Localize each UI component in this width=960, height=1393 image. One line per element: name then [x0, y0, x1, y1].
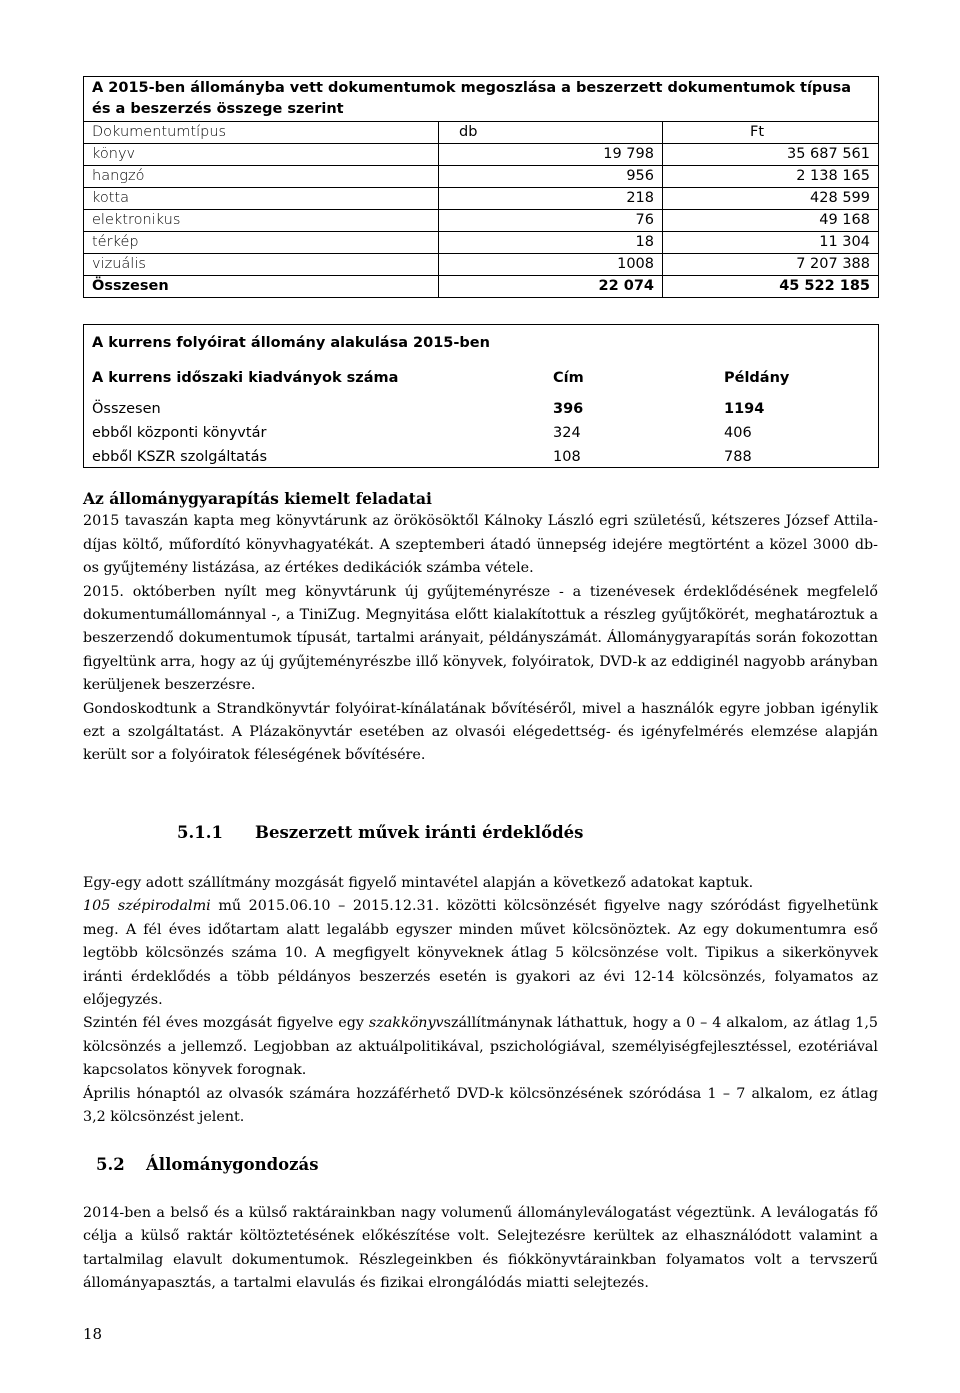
paragraph: 2014-ben a belső és a külső raktárainkban nagy volumenű állományleválogatást végeztünk. A leválogatás fő célja a külső raktár költöztetésének előkészítése volt. Selejtezésre kerültek az elhasználódott valamint a tartalmilag elavult dokumentumok. Részlegeinkben és fiókkönyvtárainkban folyamatos volt a tervszerű állományapasztás, a tartalmi elavulás és fizikai elrongálódás miatti selejtezés.	[83, 1205, 878, 1292]
cell-type: térkép	[84, 232, 439, 254]
table-header-row	[84, 122, 879, 144]
table-row	[84, 188, 879, 210]
paragraph: Gondoskodtunk a Strandkönyvtár folyóirat-kínálatának bővítéséről, mivel a használók egyre jobban igénylik ezt a szolgáltatást. A Plázakönyvtár esetében az olvasói elégedettség- és igényfelmérés elemzése alapján került sor a folyóiratok féleségének bővítésére.	[83, 700, 878, 764]
paragraph	[83, 1012, 878, 1082]
header-cim: Cím	[553, 370, 584, 386]
total-db: 22 074	[439, 276, 663, 298]
header-ft: Ft	[663, 122, 879, 144]
section-gyarapitas	[83, 487, 878, 768]
cell-label: ebből KSZR szolgáltatás	[92, 449, 268, 465]
total-label: Összesen	[84, 276, 439, 298]
paragraph: 2015. októberben nyílt meg könyvtárunk új gyűjteményrésze - a tizenévesek érdeklődésének megfelelő dokumentumállománnyal -, a TiniZug. Megnyitása előtt kialakítottuk a részleg gyűjtőkörét, meghatároztuk a beszerzendő dokumentumok típusát, tartalmi arányait, példányszámát. Állománygyarapítás során fokozottan figyeltünk arra, hogy az új gyűjteményrészbe illő könyvek, folyóiratok, DVD-k az eddiginél nagyobb arányban kerüljenek beszerzésre.	[83, 583, 878, 694]
acquisition-table	[83, 76, 879, 298]
header-peldany: Példány	[724, 370, 790, 386]
cell-type: kotta	[84, 188, 439, 210]
periodicals-table	[83, 324, 879, 468]
periodicals-title-row	[84, 332, 878, 354]
cell-ft: 2 138 165	[663, 166, 879, 188]
header-db: db	[439, 122, 663, 144]
section-allomanygondozas	[83, 1202, 878, 1296]
cell-type: hangzó	[84, 166, 439, 188]
section-erdeklodes	[83, 872, 878, 1129]
table-row	[84, 144, 879, 166]
cell-cim: 108	[553, 449, 581, 465]
cell-db: 956	[439, 166, 663, 188]
section-title: Beszerzett művek iránti érdeklődés	[255, 823, 584, 842]
italic-text: szakkönyv	[368, 1015, 444, 1032]
periodicals-title: A kurrens folyóirat állomány alakulása 2015-ben	[92, 335, 490, 351]
table-row	[84, 166, 879, 188]
table-row	[84, 232, 879, 254]
table-title: A 2015-ben állományba vett dokumentumok megoszlása a beszerzett dokumentumok típusa és a beszerzés összege szerint	[84, 77, 879, 122]
cell-db: 1008	[439, 254, 663, 276]
cell-db: 218	[439, 188, 663, 210]
cell-peldany: 406	[724, 425, 752, 441]
cell-peldany: 1194	[724, 401, 765, 417]
paragraph-text: mű 2015.06.10 – 2015.12.31. közötti kölcsönzését figyelve nagy szóródást figyelhetünk meg. A fél éves időtartam alatt legalább egyszer minden művet kölcsönöztek. Az egy dokumentumra eső legtöbb kölcsönzés száma 10. A megfigyelt könyveknek átlag 5 kölcsönzése volt. Tipikus a sikerkönyvek iránti érdeklődés a több példányos beszerzés esetén is gyakori az évi 12-14 kölcsönzés, folyamatos az előjegyzés.	[83, 898, 878, 1009]
table-total-row	[84, 276, 879, 298]
cell-db: 76	[439, 210, 663, 232]
cell-cim: 324	[553, 425, 581, 441]
paragraph: Egy-egy adott szállítmány mozgását figyelő mintavétel alapján a következő adatokat kaptuk.	[83, 875, 754, 891]
total-ft: 45 522 185	[663, 276, 879, 298]
italic-text: 105 szépirodalmi	[83, 898, 211, 915]
paragraph	[83, 895, 878, 1012]
page-number: 18	[83, 1325, 103, 1343]
cell-ft: 428 599	[663, 188, 879, 210]
cell-ft: 49 168	[663, 210, 879, 232]
table-row	[84, 422, 878, 444]
cell-type: vizuális	[84, 254, 439, 276]
section-title: Állománygondozás	[146, 1155, 319, 1174]
table-row	[84, 398, 878, 420]
paragraph-text: Szintén fél éves mozgását figyelve egy	[83, 1015, 369, 1032]
cell-ft: 11 304	[663, 232, 879, 254]
cell-type: könyv	[84, 144, 439, 166]
paragraph: Április hónaptól az olvasók számára hozzáférhető DVD-k kölcsönzésének szóródása 1 – 7 alkalom, ez átlag 3,2 kölcsönzést jelent.	[83, 1085, 878, 1126]
cell-label: Összesen	[92, 401, 161, 417]
paragraph-text: szállítmánynak láthattuk, hogy a 0 – 4 alkalom, az átlag 1,5 kölcsönzés a jellemző. Legjobban az aktuálpolitikával, pszichológiával, személyiségfejlesztéssel, ezotériával kapcsolatos könyvek forognak.	[83, 1015, 879, 1079]
section-heading: Az állománygyarapítás kiemelt feladatai	[83, 489, 432, 508]
section-number: 5.1.1	[177, 823, 223, 842]
header-doctype: Dokumentumtípus	[84, 122, 439, 144]
cell-peldany: 788	[724, 449, 752, 465]
paragraph: 2015 tavaszán kapta meg könyvtárunk az örökösöktől Kálnoky László egri születésű, kétszeres József Attila-díjas költő, műfordító könyvhagyatékát. A szeptemberi átadó ünnepség idejére megtörtént a közel 3000 db-os gyűjtemény listázása, az értékes dedikációk számba vétele.	[83, 513, 878, 577]
cell-ft: 35 687 561	[663, 144, 879, 166]
section-heading-511	[177, 823, 583, 842]
section-heading-52	[96, 1155, 319, 1174]
header-kiadvanyok: A kurrens időszaki kiadványok száma	[92, 370, 399, 386]
cell-db: 18	[439, 232, 663, 254]
table-row	[84, 210, 879, 232]
cell-ft: 7 207 388	[663, 254, 879, 276]
section-number: 5.2	[96, 1155, 125, 1174]
table-row	[84, 446, 878, 468]
cell-type: elektronikus	[84, 210, 439, 232]
cell-db: 19 798	[439, 144, 663, 166]
table-title-row	[84, 77, 879, 122]
table-row	[84, 254, 879, 276]
cell-label: ebből központi könyvtár	[92, 425, 267, 441]
periodicals-header-row	[84, 367, 878, 389]
cell-cim: 396	[553, 401, 584, 417]
